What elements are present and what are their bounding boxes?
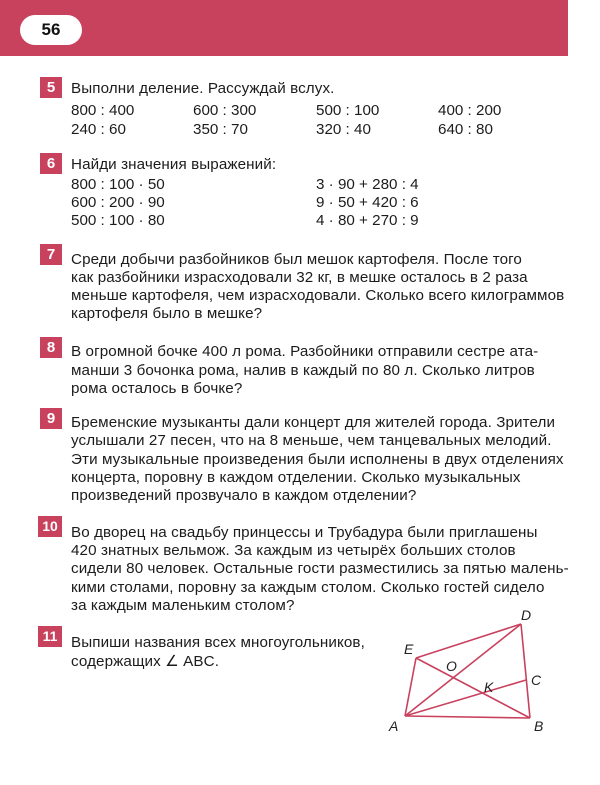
segment-AC [405, 680, 526, 716]
task-10-line: кими столами, поровну за каждым столом. Сколько гостей сидело [71, 579, 545, 596]
task-5-expression: 500 : 100 [316, 102, 380, 119]
task-7-line: как разбойники израсходовали 32 кг, в мешке осталось в 2 раза [71, 269, 528, 286]
task-5-expression: 320 : 40 [316, 121, 371, 138]
segment-AE [405, 658, 416, 716]
task-8-line: В огромной бочке 400 л рома. Разбойники отправили сестре ата- [71, 343, 539, 360]
task-10-line: 420 знатных вельмож. За каждым из четырёх больших столов [71, 542, 516, 559]
segment-AD [405, 624, 521, 716]
task-8-line: манши 3 бочонка рома, налив в каждый по 80 л. Сколько литров [71, 362, 535, 379]
task-6-text: Найди значения выражений: [71, 156, 277, 173]
task-9-line: услышали 27 песен, что на 8 меньше, чем танцевальных мелодий. [71, 432, 552, 449]
task-5-text: Выполни деление. Рассуждай вслух. [71, 80, 335, 97]
task-7-line: картофеля было в мешке? [71, 305, 263, 322]
task-7-line: Среди добычи разбойников был мешок картофеля. После того [71, 251, 522, 268]
task-10-line: сидели 80 человек. Остальные гости разместились за пятью малень- [71, 560, 569, 577]
task-number-6: 6 [40, 153, 62, 174]
label-B: B [534, 718, 544, 734]
task-5-expression: 240 : 60 [71, 121, 126, 138]
task-number-9: 9 [40, 408, 62, 429]
task-9-line: произведений прозвучало в каждом отделении? [71, 487, 417, 504]
segment-ED [416, 624, 521, 658]
label-E: E [404, 641, 414, 657]
task-10-line: Во дворец на свадьбу принцессы и Трубадура были приглашены [71, 524, 538, 541]
task-number-10: 10 [38, 516, 62, 537]
task-5-expression: 400 : 200 [438, 102, 502, 119]
task-8-line: рома осталось в бочке? [71, 380, 243, 397]
task-9-line: Эти музыкальные произведения были исполнены в двух отделениях [71, 451, 564, 468]
task-11-line: Выпиши названия всех многоугольников, [71, 634, 365, 651]
task-9-line: Бременские музыканты дали концерт для жителей города. Зрители [71, 414, 556, 431]
label-O: O [446, 658, 457, 674]
label-A: A [389, 718, 399, 734]
task-6-expression: 3 · 90 + 280 : 4 [316, 176, 419, 193]
task-11-line: содержащих ∠ ABC. [71, 653, 220, 670]
task-10-line: за каждым маленьким столом? [71, 597, 295, 614]
task-6-expression: 800 : 100 · 50 [71, 176, 165, 193]
task-number-11: 11 [38, 626, 62, 647]
segment-EB [416, 658, 530, 718]
task-5-expression: 600 : 300 [193, 102, 257, 119]
task-5-expression: 350 : 70 [193, 121, 248, 138]
label-C: C [531, 672, 542, 688]
segment-AB [405, 716, 530, 718]
task-6-expression: 500 : 100 · 80 [71, 212, 165, 229]
task-number-5: 5 [40, 77, 62, 98]
task-5-expression: 640 : 80 [438, 121, 493, 138]
label-K: K [484, 679, 494, 695]
task-6-expression: 4 · 80 + 270 : 9 [316, 212, 419, 229]
label-D: D [521, 607, 532, 623]
task-6-expression: 9 · 50 + 420 : 6 [316, 194, 419, 211]
task-9-line: концерта, поровну в каждом отделении. Сколько музыкальных [71, 469, 521, 486]
task-number-7: 7 [40, 244, 62, 265]
task-5-expression: 800 : 400 [71, 102, 135, 119]
task-7-line: меньше картофеля, чем израсходовали. Сколько всего килограммов [71, 287, 565, 304]
segment-DB [521, 624, 530, 718]
task-number-8: 8 [40, 337, 62, 358]
page-number: 56 [20, 15, 82, 45]
task-6-expression: 600 : 200 · 90 [71, 194, 165, 211]
